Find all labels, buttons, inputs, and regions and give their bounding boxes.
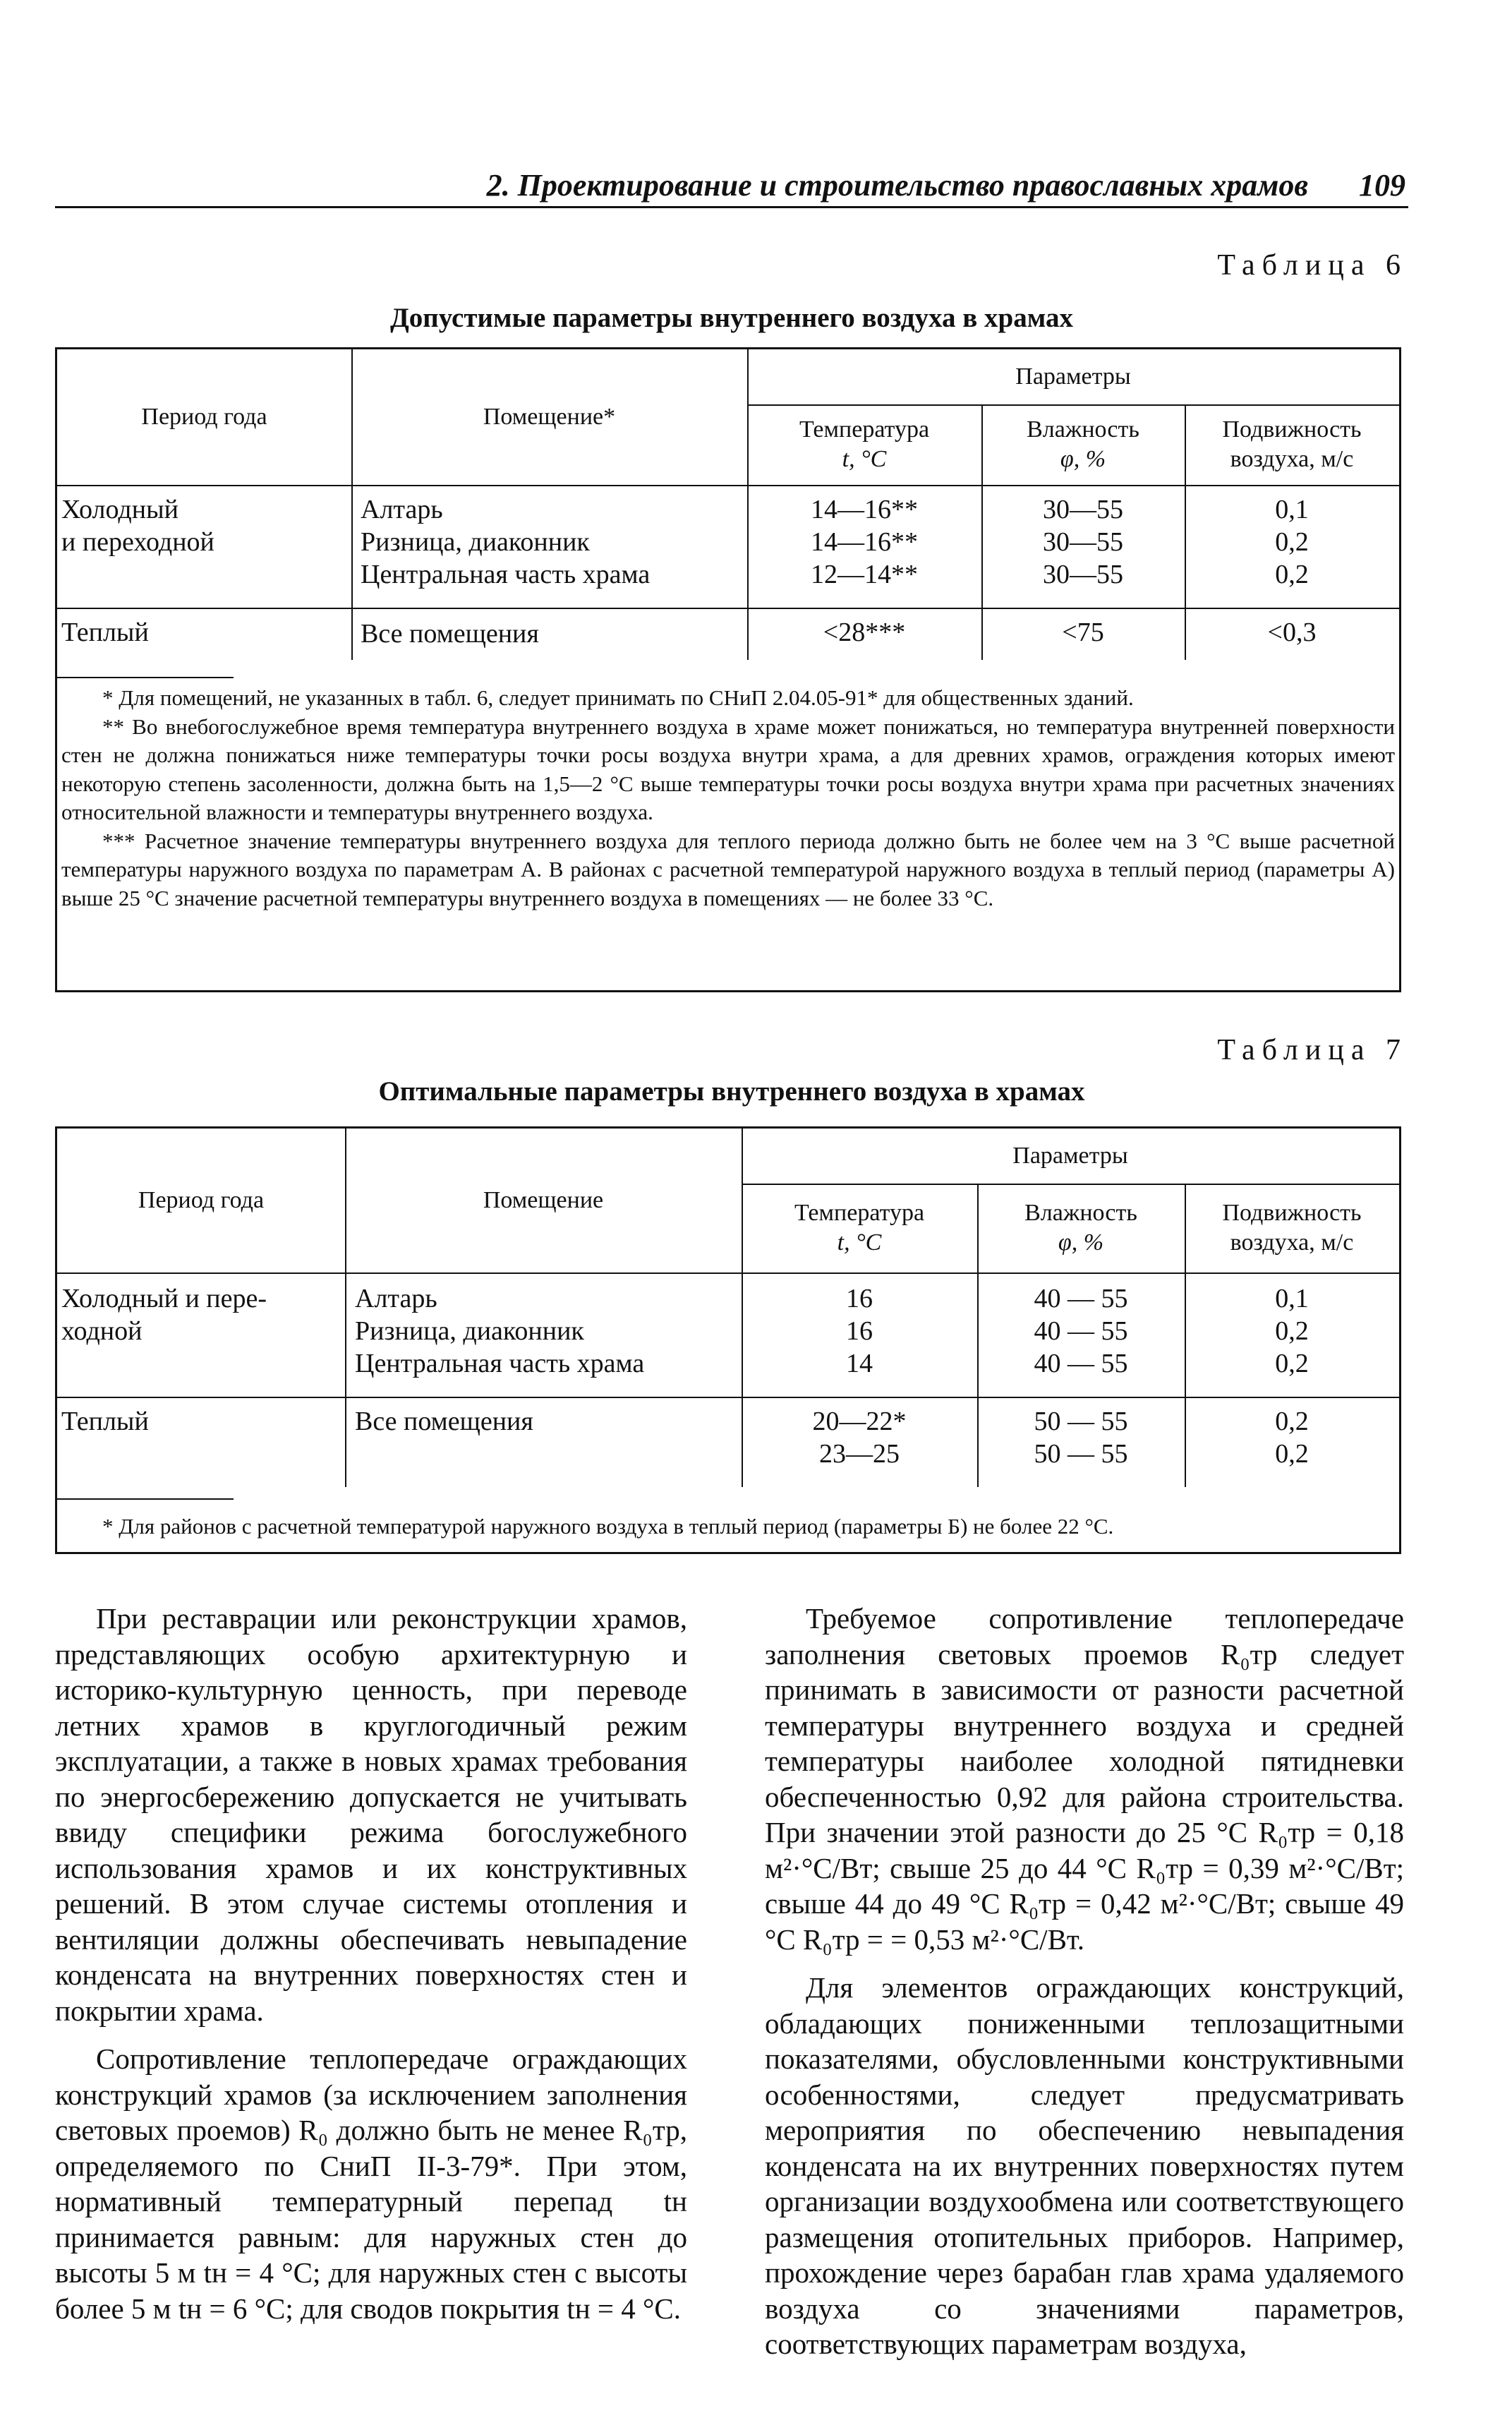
paragraph: Сопротивление теплопередаче ограждающих конструкций храмов (за исключением заполнения световых проемов) R₀ должно быть не менее R₀тр, определяемого по СниП II-3-79*. При этом, нормативный температурный перепад tн принимается равным: для наружных стен до высоты 5 м tн = 4 °С; для наружных стен с высоты более 5 м tн = 6 °С; для сводов покрытия tн = 4 °С. xyxy=(55,2042,687,2325)
table-row: Холодный и переходной xyxy=(61,495,214,557)
table6-row1-mobility: 0,1 0,2 0,2 xyxy=(1275,495,1309,589)
table6-row2-humidity: <75 xyxy=(1062,618,1104,647)
table7-header-humidity: Влажность φ, % xyxy=(1024,1200,1137,1256)
table6-label: Таблица 6 xyxy=(1217,249,1408,282)
paragraph: Требуемое сопротивление теплопередаче заполнения световых проемов R₀тр следует принимать в зависимости от разности расчетной температуры внутреннего воздуха и средней температуры наиболее холодной пятидневки обеспеченностью 0,92 для района строительства. При значении этой разности до 25 °С R₀тр = 0,18 м²·°С/Вт; свыше 25 до 44 °С R₀тр = 0,39 м²·°С/Вт; свыше 44 до 49 °С R₀тр = 0,42 м²·°С/Вт; свыше 49 °С R₀тр = = 0,53 м²·°С/Вт. xyxy=(765,1602,1404,1956)
table7-row1-temp: 16 16 14 xyxy=(846,1284,873,1378)
table7-row2-humidity: 50 — 55 50 — 55 xyxy=(1034,1407,1128,1469)
body-left-column xyxy=(55,1601,687,2339)
table7-row2-temp: 20—22* 23—25 xyxy=(812,1407,907,1469)
table6-row1-humidity: 30—55 30—55 30—55 xyxy=(1043,495,1123,589)
paragraph: Для элементов ограждающих конструкций, обладающих пониженными теплозащитными показателями, обусловленными конструктивными особенностями, следует предусматривать мероприятия по обеспечению невыпадения конденсата на их внутренних поверхностях путем организации воздухообмена или соответствующего размещения отопительных приборов. Например, прохождение через барабан глав храма удаляемого воздуха со значениями параметров, соответствующих параметрам воздуха, xyxy=(765,1971,1404,2360)
table6-title: Допустимые параметры внутреннего воздуха в храмах xyxy=(389,303,1074,333)
table6-header-room: Помещение* xyxy=(483,404,616,430)
running-header xyxy=(55,164,1408,208)
table7-row2-rooms: Все помещения xyxy=(355,1407,533,1436)
table6-footnotes: * Для помещений, не указанных в табл. 6, следует принимать по СНиП 2.04.05-91* для общественных зданий. ** Во внебогослужебное время температура внутреннего воздуха в храме может понижаться, но температура внутренней поверхности стен не должна понижаться ниже температуры точки росы воздуха внутри храма, а для древних храмов, ограждения которых имеют некоторую степень засоленности, должна быть на 1,5—2 °С выше температуры точки росы воздуха внутри храма при расчетных значениях относительной влажности и температуры внутреннего воздуха. *** Расчетное значение температуры внутреннего воздуха для теплого периода должно быть не более чем на 3 °С выше расчетной температуры наружного воздуха по параметрам А. В районах с расчетной температурой наружного воздуха в теплый период (параметры А) выше 25 °С значение расчетной температуры внутреннего воздуха в помещениях — не более 33 °С. xyxy=(61,685,1395,910)
table7-row1-rooms: Алтарь Ризница, диаконник Центральная часть храма xyxy=(355,1284,645,1378)
table6-header-mobility: Подвижность воздуха, м/с xyxy=(1222,416,1362,472)
table6 xyxy=(55,347,1401,992)
paragraph: При реставрации или реконструкции храмов, представляющих особую архитектурную и историко-культурную ценность, при переводе летних храмов в круглогодичный режим эксплуатации, а также в новых храмах требования по энергосбережению допускается не учитывать ввиду специфики режима богослужебного использования храмов и их конструктивных решений. В этом случае системы отопления и вентиляции должны обеспечивать невыпадение конденсата на внутренних поверхностях стен и покрытии храма. xyxy=(55,1602,687,2027)
table7-header-room: Помещение xyxy=(483,1187,604,1213)
table-row: Холодный и пере- ходной xyxy=(61,1284,267,1346)
table7-label: Таблица 7 xyxy=(1217,1034,1408,1066)
table6-row1-rooms: Алтарь Ризница, диаконник Центральная часть храма xyxy=(361,495,651,589)
table7-title: Оптимальные параметры внутреннего воздуха в храмах xyxy=(378,1076,1085,1107)
table7-footnotes: * Для районов с расчетной температурой наружного воздуха в теплый период (параметры Б) не более 22 °С. xyxy=(102,1514,1114,1539)
table7-row2-mobility: 0,2 0,2 xyxy=(1275,1407,1309,1469)
running-title: 2. Проектирование и строительство православных храмов xyxy=(486,168,1308,203)
table-row: Теплый xyxy=(61,618,149,647)
page-number: 109 xyxy=(1359,168,1405,203)
table6-header-period: Период года xyxy=(141,404,267,430)
table7-header-period: Период года xyxy=(138,1187,265,1213)
table7-row1-humidity: 40 — 55 40 — 55 40 — 55 xyxy=(1034,1284,1128,1378)
table6-row2-temp: <28*** xyxy=(823,618,906,647)
table6-header-parameters: Параметры xyxy=(1015,363,1131,390)
table6-row1-temp: 14—16** 14—16** 12—14** xyxy=(811,495,918,589)
table7 xyxy=(55,1126,1401,1554)
table7-header-parameters: Параметры xyxy=(1012,1143,1128,1169)
table7-header-temp: Температура t, °С xyxy=(794,1200,925,1256)
body-right-column xyxy=(765,1601,1404,2375)
table6-row2-mobility: <0,3 xyxy=(1267,618,1317,647)
table6-header-humidity: Влажность φ, % xyxy=(1027,416,1139,472)
table6-header-temp: Температура t, °С xyxy=(799,416,930,472)
table7-row1-mobility: 0,1 0,2 0,2 xyxy=(1275,1284,1309,1378)
table7-header-mobility: Подвижность воздуха, м/с xyxy=(1222,1200,1362,1256)
table-row: Теплый xyxy=(61,1407,149,1436)
table6-row2-rooms: Все помещения xyxy=(361,619,539,649)
